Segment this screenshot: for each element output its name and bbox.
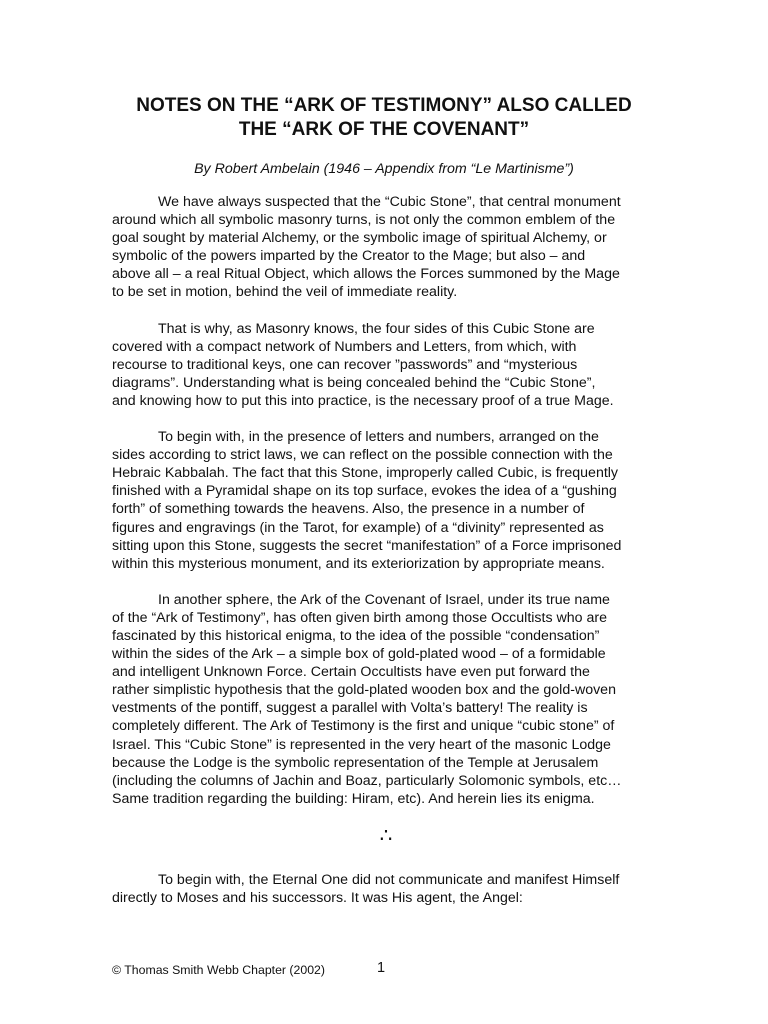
paragraph-line: sides according to strict laws, we can reflect on the possible connection with the [112, 447, 613, 464]
paragraph-line: To begin with, in the presence of letters and numbers, arranged on the [158, 429, 599, 446]
section-separator: ∴ [379, 824, 393, 847]
paragraph-line: within this mysterious monument, and its exteriorization by appropriate means. [112, 555, 605, 572]
paragraph-line: (including the columns of Jachin and Boaz, particularly Solomonic symbols, etc… [112, 772, 622, 789]
paragraph-line: recourse to traditional keys, one can recover ”passwords” and “mysterious [112, 356, 578, 373]
paragraph-line: within the sides of the Ark – a simple box of gold-plated wood – of a formidable [112, 646, 606, 663]
paragraph-line: Israel. This “Cubic Stone” is represented in the very heart of the masonic Lodge [112, 736, 611, 753]
paragraph-line: completely different. The Ark of Testimony is the first and unique “cubic stone” of [112, 718, 615, 735]
body-paragraph [112, 871, 660, 907]
paragraph-line: We have always suspected that the “Cubic Stone”, that central monument [158, 194, 621, 210]
paragraph-line: forth” of something towards the heavens. Also, the presence in a number of [112, 501, 585, 518]
paragraph-line: and intelligent Unknown Force. Certain Occultists have even put forward the [112, 664, 590, 681]
paragraph-line: rather simplistic hypothesis that the gold-plated wooden box and the gold-woven [112, 682, 616, 699]
paragraph-line: symbolic of the powers imparted by the Creator to the Mage; but also – and [112, 248, 586, 265]
document-title [60, 94, 708, 142]
paragraph-line: goal sought by material Alchemy, or the symbolic image of spiritual Alchemy, or [112, 230, 607, 247]
paragraph-group [112, 193, 660, 808]
paragraph-line: Same tradition regarding the building: Hiram, etc). And herein lies its enigma. [112, 790, 595, 807]
paragraph-line: In another sphere, the Ark of the Covenant of Israel, under its true name [158, 591, 610, 608]
paragraph-line: sitting upon this Stone, suggests the secret “manifestation” of a Force imprisoned [112, 537, 622, 554]
paragraph-line: covered with a compact network of Numbers and Letters, from which, with [112, 338, 577, 355]
paragraph-line: Hebraic Kabbalah. The fact that this Stone, improperly called Cubic, is frequently [112, 465, 619, 482]
paragraph-line: to be set in motion, behind the veil of immediate reality. [112, 284, 458, 301]
footer-copyright: © Thomas Smith Webb Chapter (2002) [112, 963, 325, 977]
paragraph-line: because the Lodge is the symbolic representation of the Temple at Jerusalem [112, 754, 599, 771]
body-paragraph [112, 428, 660, 573]
paragraph-line: around which all symbolic masonry turns, is not only the common emblem of the [112, 212, 616, 229]
paragraph-line: fascinated by this historical enigma, to the idea of the possible “condensation” [112, 627, 600, 644]
body-paragraph [112, 320, 660, 410]
body-paragraph [112, 591, 660, 808]
paragraph-line: vestments of the pontiff, suggest a parallel with Volta’s battery! The reality is [112, 700, 588, 717]
paragraph-line: above all – a real Ritual Object, which allows the Forces summoned by the Mage [112, 266, 620, 283]
title-line: THE “ARK OF THE COVENANT” [238, 119, 530, 140]
paragraph-line: To begin with, the Eternal One did not communicate and manifest Himself [158, 871, 620, 888]
title-line: NOTES ON THE “ARK OF TESTIMONY” ALSO CALLED [136, 95, 632, 116]
body-paragraph [112, 193, 660, 302]
paragraph-line: diagrams”. Understanding what is being concealed behind the “Cubic Stone”, [112, 374, 596, 391]
paragraph-line: figures and engravings (in the Tarot, for example) of a “divinity” represented as [112, 519, 604, 536]
paragraph-group [112, 871, 660, 907]
page-number: 1 [377, 960, 386, 976]
paragraph-line: That is why, as Masonry knows, the four sides of this Cubic Stone are [158, 320, 595, 337]
paragraph-line: and knowing how to put this into practice, is the necessary proof of a true Mage. [112, 392, 614, 409]
paragraph-line: finished with a Pyramidal shape on its top surface, evokes the idea of a “gushing [112, 483, 617, 500]
document-body [112, 193, 660, 925]
paragraph-line: of the “Ark of Testimony”, has often given birth among those Occultists who are [112, 609, 607, 626]
author-byline: By Robert Ambelain (1946 – Appendix from “Le Martinisme”) [194, 161, 574, 177]
paragraph-line: directly to Moses and his successors. It was His agent, the Angel: [112, 890, 523, 906]
